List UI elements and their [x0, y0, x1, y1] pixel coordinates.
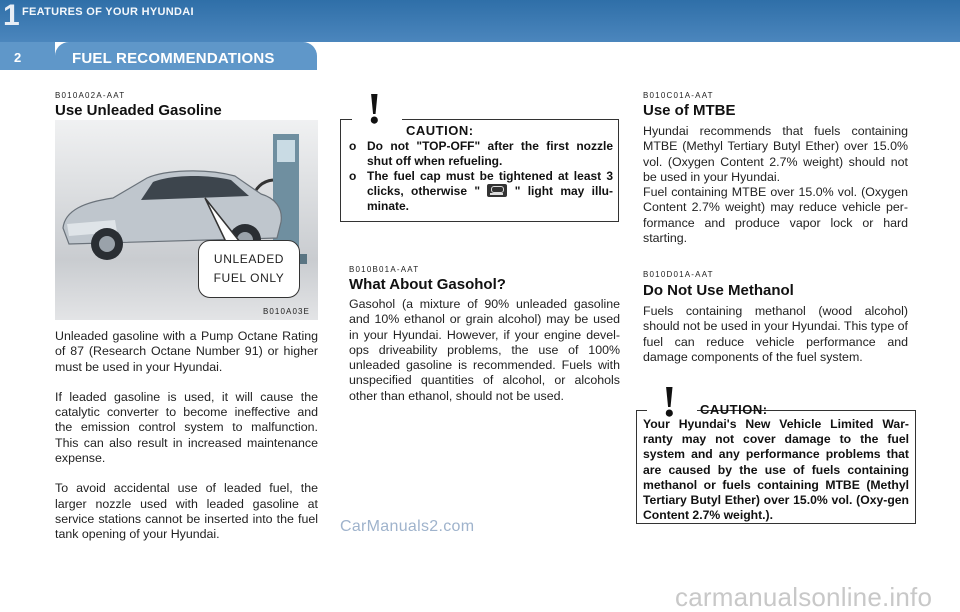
paragraph-nozzle: To avoid accidental use of leaded fuel, the larger nozzle used with leaded gasoline at service stations cannot be inserted into the fuel tank opening of your Hyundai.: [55, 481, 318, 542]
section-code-methanol: B010D01A-AAT: [643, 270, 714, 279]
paragraph-leaded: If leaded gasoline is used, it will cause the catalytic converter to become ineffective and the emission control system to malfunction. This can also result in increased maintenance expense.: [55, 389, 318, 466]
check-engine-icon: [487, 184, 507, 197]
exclamation-icon: !: [352, 85, 402, 131]
paragraph-octane: Unleaded gasoline with a Pump Octane Rating of 87 (Research Octane Number 91) or higher must be used in your Hyundai.: [55, 329, 318, 374]
caution-item: o Do not "TOP-OFF" after the first nozzle shut off when refueling.: [349, 139, 613, 168]
footer-watermark: carmanualsonline.info: [675, 582, 933, 612]
mtbe-paragraph-2: Fuel containing MTBE over 15.0% vol. (Oxygen Content 2.7% weight) may reduce vehicle per-formance and produce vapor lock or hard starting.: [643, 185, 908, 246]
front-hub: [99, 236, 115, 252]
section-number: 1: [3, 0, 20, 32]
page-tab: [0, 42, 55, 70]
mtbe-paragraph-1: Hyundai recommends that fuels containing MTBE (Methyl Tertiary Butyl Ether) over 15.0% vol. (Oxygen Content 2.7% weight) should not be used in your Hyundai.: [643, 124, 908, 184]
bubble-line-1: UNLEADED: [213, 252, 285, 266]
caution-title-warranty: CAUTION:: [700, 402, 768, 417]
pump-display: [277, 140, 295, 162]
heading-methanol: Do Not Use Methanol: [643, 282, 794, 299]
gasohol-body: Gasohol (a mixture of 90% unleaded gasoline and 10% ethanol or grain alcohol) may be used in your Hyundai. However, if your engine devel-ops driveability problems, the use of 100% unleaded gasoline is recommended. Fuels with unspecified quantities of alcohol, or alcohols other than ethanol, should not be used.: [349, 297, 620, 403]
figure-code: B010A03E: [262, 307, 310, 316]
exclamation-icon: !: [647, 378, 697, 424]
watermark-link[interactable]: CarManuals2.com: [340, 518, 475, 535]
caution-title-refuel: CAUTION:: [406, 123, 474, 138]
methanol-body: Fuels containing methanol (wood alcohol) should not be used in your Hyundai. This type of fuel can reduce vehicle performance and damage components of the fuel system.: [643, 304, 908, 364]
chapter-title: FEATURES OF YOUR HYUNDAI: [22, 6, 194, 18]
unleaded-body: [55, 329, 318, 558]
heading-unleaded: Use Unleaded Gasoline: [55, 102, 222, 119]
heading-gasohol: What About Gasohol?: [349, 276, 506, 293]
bubble-line-2: FUEL ONLY: [213, 271, 285, 285]
unleaded-fuel-bubble: [198, 240, 300, 298]
page-title: FUEL RECOMMENDATIONS: [72, 50, 275, 67]
section-code-unleaded: B010A02A-AAT: [55, 91, 126, 100]
heading-mtbe: Use of MTBE: [643, 102, 736, 119]
caution-item: o The fuel cap must be tightened at least 3 clicks, otherwise " " light may illu-minate.: [349, 169, 613, 213]
section-code-mtbe: B010C01A-AAT: [643, 91, 714, 100]
caution-text-warranty: Your Hyundai's New Vehicle Limited War-ranty may not cover damage to the fuel system and any performance problems that are caused by the use of fuels containing methanol or fuels containing MTBE (Methyl Tertiary Butyl Ether) over 15.0% vol. (Oxy-gen Content 2.7% weight.).: [643, 417, 909, 523]
section-code-gasohol: B010B01A-AAT: [349, 265, 420, 274]
page-number: 2: [14, 50, 22, 65]
caution-list-refuel: [349, 139, 613, 214]
mtbe-body: [643, 124, 908, 246]
